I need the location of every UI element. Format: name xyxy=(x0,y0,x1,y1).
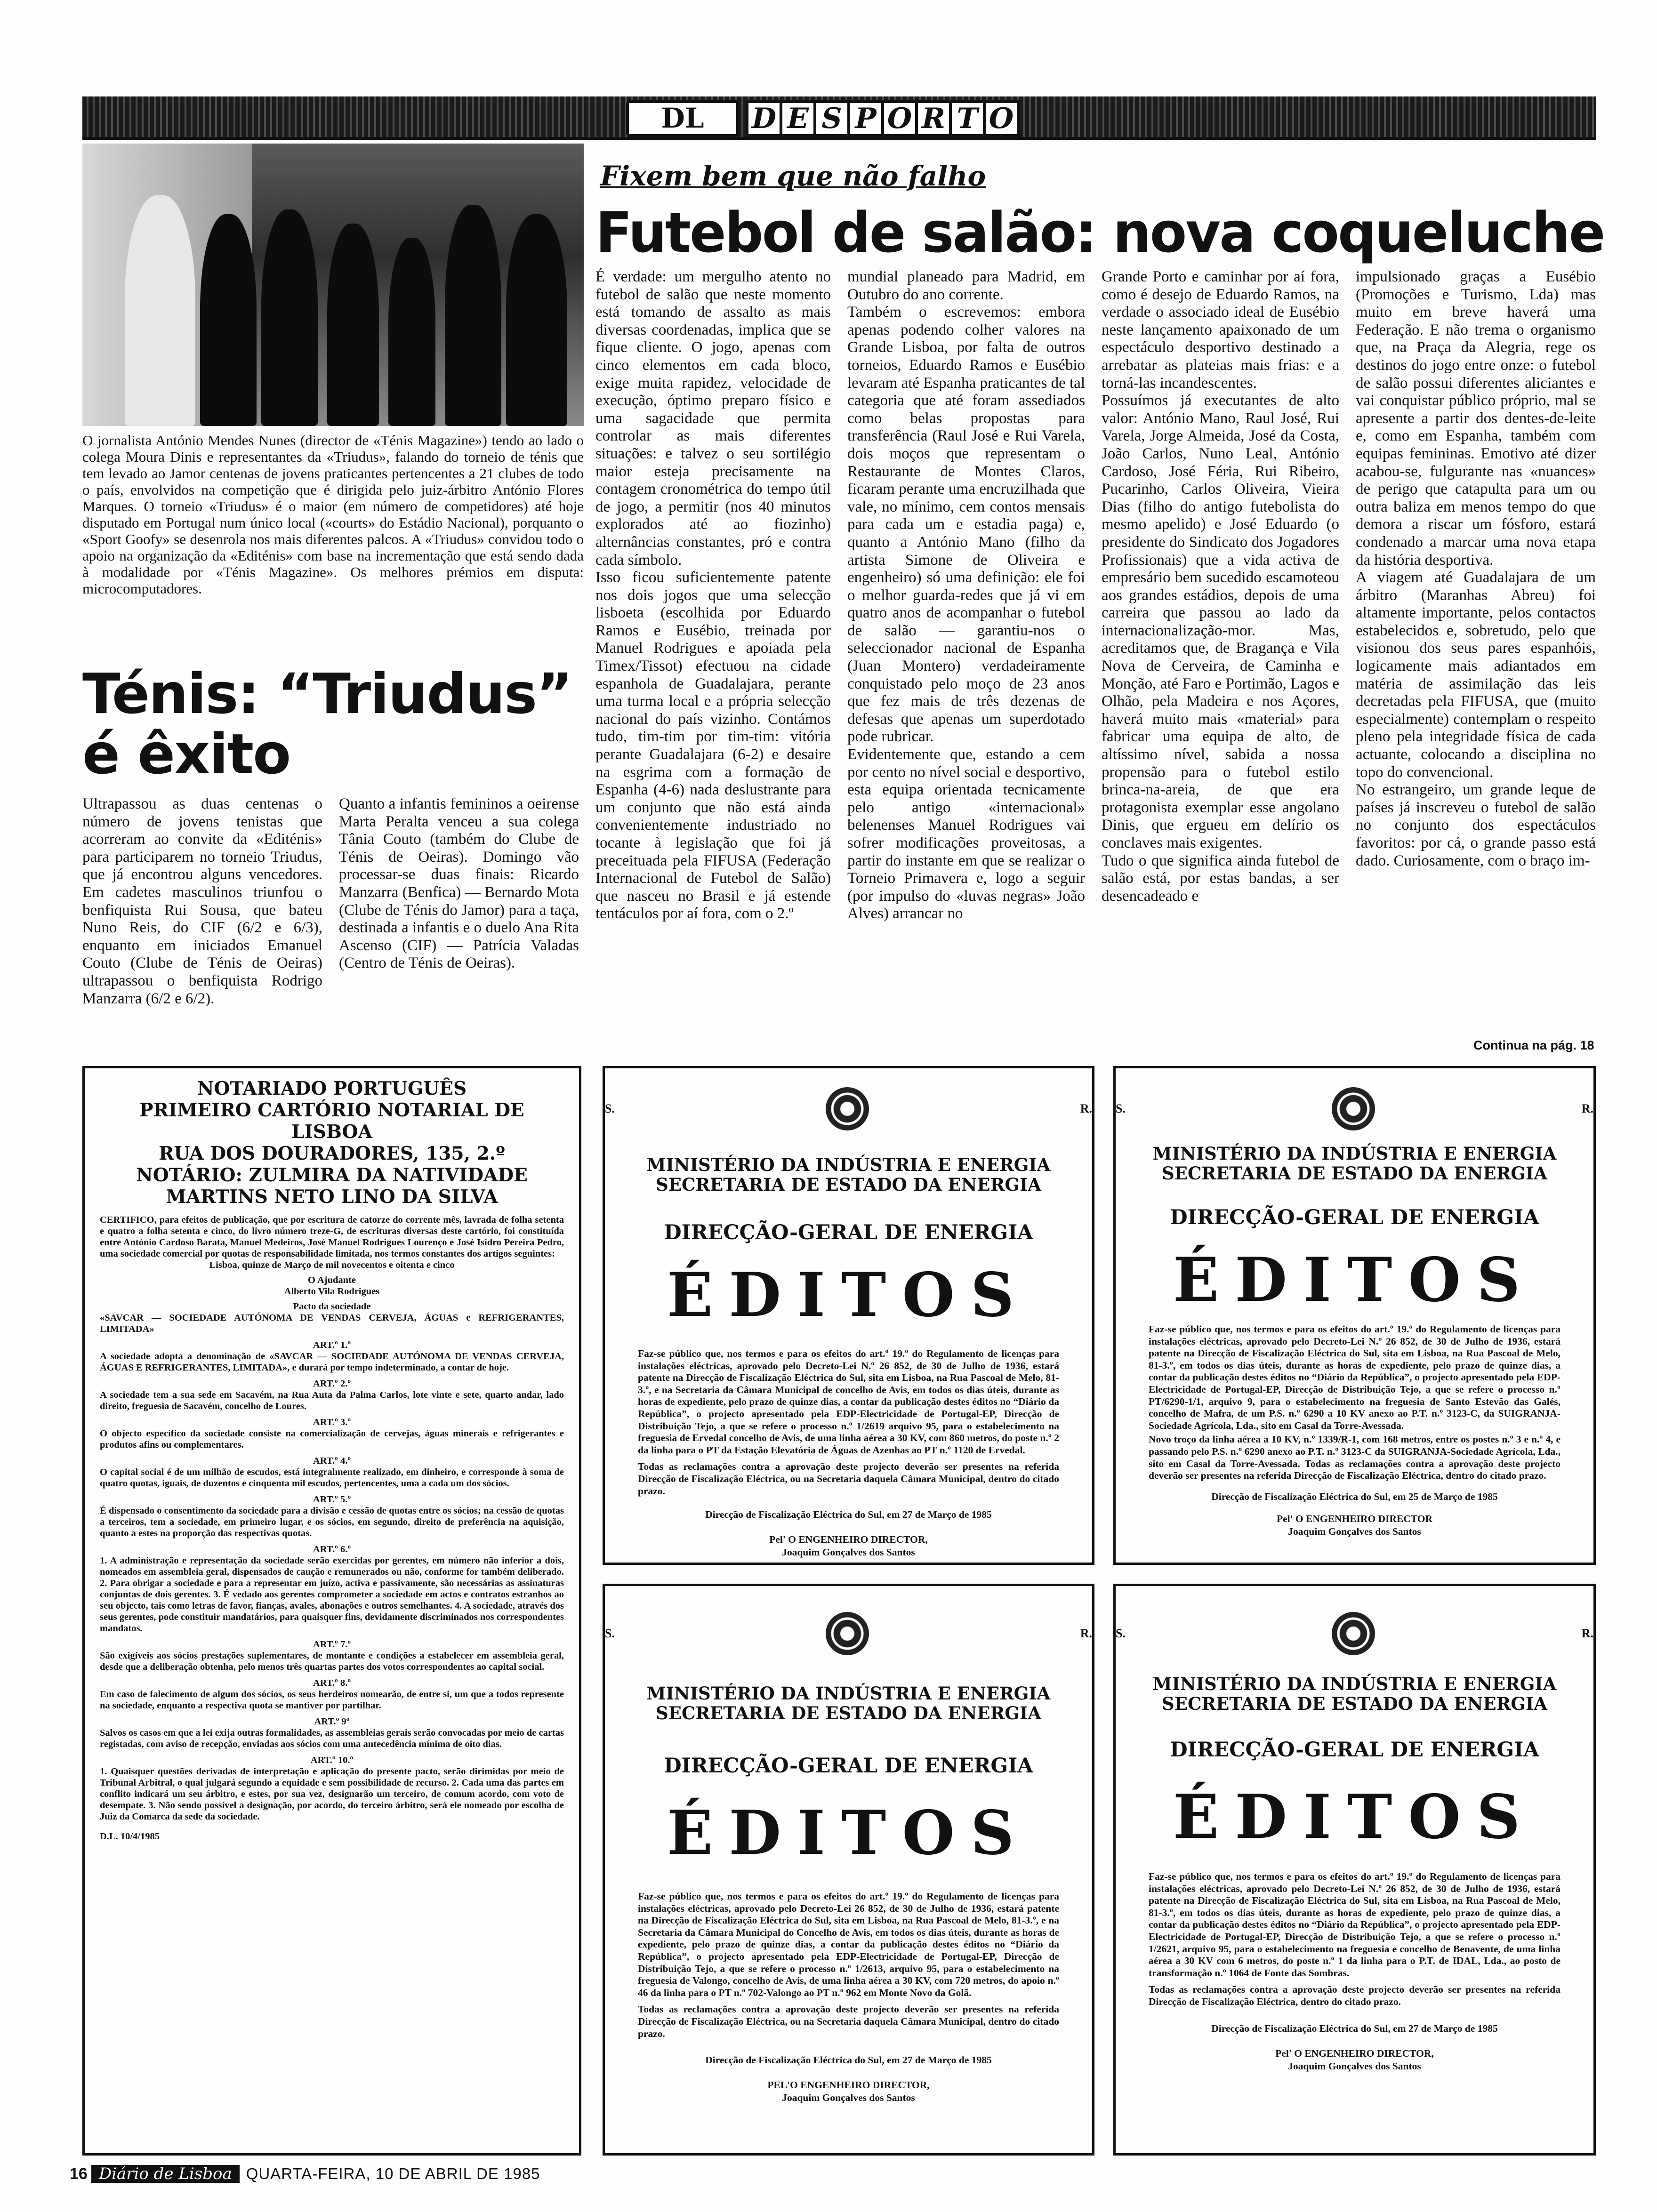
article-body: A sociedade adopta a denominação de «SAVCAR — SOCIEDADE AUTÓNOMA DE VENDAS CERVEJA, ÁGUAS E REFRIGERANTES, LIMITADA», e durará por tempo indeterminado, a contar de hoje. xyxy=(100,1351,564,1373)
secretaria-name: SECRETARIA DE ESTADO DA ENERGIA xyxy=(1162,1693,1547,1714)
directorate-name: DIRECÇÃO-GERAL DE ENERGIA xyxy=(664,1754,1033,1778)
futebol-headline: Futebol de salão: nova coqueluche xyxy=(595,200,1604,265)
futebol-kicker: Fixem bem que não falho xyxy=(600,160,986,192)
secretaria-name: SECRETARIA DE ESTADO DA ENERGIA xyxy=(656,1703,1041,1723)
futebol-column-2: mundial planeado para Madrid, em Outubro do ano corrente. Também o escrevemos: embora apenas podendo colher valores na Grande Lisboa, por falta de outros torneios, Eduardo Ramos e Eusébio levaram até Espanha praticantes de tal categoria que até foram assediados como belas propostas para transferência (Raul José e Rui Varela, dois moços que representam o Restaurante de Montes Claros, ficaram perante uma encruzilhada que vale, no mínimo, cem contos mensais para cada um e estadia paga) e, quanto a António Mano (filho da artista Simone de Oliveira e engenheiro) só uma definição: ele foi o melhor guarda-redes que já vi em quatro anos de acompanhar o futebol de salão — garantiu-nos o seleccionador nacional de Espanha (Juan Montero) verdadeiramente conquistado pelo moço de 23 anos que fez mais de três dezenas de defesas que apenas um superdotado pode rubricar. Evidentemente que, estando a cem por cento no nível social e desportivo, esta equipa orientada tecnicamente pelo antigo «internacional» belenenses Manuel Rodrigues vai sofrer modificações proveitosas, a partir do instante em que se realizar o Torneio Primavera e, logo a seguir (por impulso do «luvas negras» João Alves) arrancar no xyxy=(847,268,1085,922)
notary-pacto-name: «SAVCAR — SOCIEDADE AUTÓNOMA DE VENDAS CERVEJA, ÁGUAS e REFRIGERANTES, LIMITADA» xyxy=(100,1313,564,1334)
notary-signature-title: O Ajudante xyxy=(308,1275,356,1285)
article-title: ART.º 6.º xyxy=(313,1544,351,1555)
article-body: 1. A administração e representação da sociedade serão exercidas por gerentes, em número não inferior a dois, nomeados em assembleia geral, dispensados de caução e remunerados ou não, conforme for também deliberado. 2. Para obrigar a sociedade e para a representar em juízo, activa e passivamente, são necessárias as assinaturas conjuntas de dois gerentes. 3. É vedado aos gerentes comprometer a sociedade em actos e contratos estranhos ao seu objecto, tais como letras de favor, fianças, avales, abonações e outros semelhantes. 4. A sociedade, através dos seus gerentes, pode constituir mandatários, para quaisquer fins, devidamente discriminados nos correspondentes mandatos. xyxy=(100,1555,564,1634)
editos-text: Faz-se público que, nos termos e para os efeitos do art.º 19.º do Regulamento de licenças para instalações eléctricas, aprovado pelo Decreto-Lei N.º 26 852, de 30 de Julho de 1936, estará patente na Direcção de Fiscalização Eléctrica do Sul, sita em Lisboa, na Rua Pascoal de Melo, 81-3.º, em todos os dias úteis, durante as horas de expediente, pelo prazo de quinze dias, a contar da publicação destes éditos no “Diário da República”, o projecto apresentado pela EDP-Electricidade de Portugal-EP, Direcção de Distribuição Tejo, a que se refere o processo n.º PT/6290-1/1, arquivo 9, para o estabelecimento na freguesia de Santo Estevão das Galés, concelho de Mafra, de um P.S. n.º 6290 a 10 KV anexo ao P.T. n.º 3123-C, da SUIGRANJA-Sociedade Agrícola, Lda., sito em Casal da Torre-Avessada. xyxy=(1149,1323,1560,1431)
notary-header-line: PRIMEIRO CARTÓRIO NOTARIAL DE LISBOA xyxy=(139,1099,524,1143)
editos-text-2: Novo troço da linha aérea a 10 KV, n.º 1339/R-1, com 168 metros, entre os postes n.º 3 e n.º 4, e passando pelo P.S. n.º 6290 anexo ao P.T. n.º 3123-C da SUIGRANJA-Sociedade Agrícola, Lda., sito em Casal da Torre-Avessada. Todas as reclamações contra a aprovação deste projecto deverão ser presentes na referida Direcção de Fiscalização Eléctrica, dentro do citado prazo. xyxy=(1149,1434,1560,1482)
futebol-column-4: impulsionado graças a Eusébio (Promoções e Turismo, Lda) mas muito em breve haverá uma Federação. E não trema o organismo que, na Praça da Alegria, rege os destinos do jogo entre onze: o futebol de salão possui diferentes aliciantes e vai conquistar público próprio, mal se apresente a partir dos dentes-de-leite e, como em Espanha, também com equipas femininas. Emotivo até dizer acabou-se, fulgurante nas «nuances» de perigo que catapulta para um ou outra baliza em menos tempo do que demora a riscar um fósforo, estará condenado a marcar uma nova etapa da história desportiva. A viagem até Guadalajara de um árbitro (Maranhas Abreu) foi altamente importante, pelos contactos estabelecidos e, sobretudo, pelo que visionou dos seus pares espanhóis, logicamente mais adiantados em matéria de assimilação das leis decretadas pela FIFUSA, que (muito especialmente) contemplam o respeito pleno pela integridade física de cada actuante, colocando a disciplina no topo do convencional. No estrangeiro, um grande leque de países já inscreveu o futebol de salão no conjunto dos espectáculos favoritos: por cá, o grande passo está dado. Curiosamente, com o braço im- xyxy=(1356,268,1596,869)
section-letter: O xyxy=(881,100,918,137)
editos-text-2: Todas as reclamações contra a aprovação deste projecto deverão ser presentes na referida Direcção de Fiscalização Eléctrica, dentro do citado prazo. xyxy=(1149,1984,1560,2007)
notary-pacto-title: Pacto da sociedade xyxy=(293,1301,371,1312)
editos-signature-title: Pel' O ENGENHEIRO DIRECTOR xyxy=(1276,1513,1433,1524)
editos-text: Faz-se público que, nos termos e para os efeitos do art.º 19.º do Regulamento de licenças para instalações eléctricas, aprovado pelo Decreto-Lei N.º 26 852, de 30 de Julho de 1936, estará patente na Direcção de Fiscalização Eléctrica do Sul, sita em Lisboa, na Rua Pascoal de Melo, 81-3.º, em todos os dias úteis, durante as horas de expediente, pelo prazo de quinze dias, a contar da publicação destes éditos no “Diário da República”, o projecto apresentado pela EDP-Electricidade de Portugal-EP, Direcção de Distribuição Tejo, a que se refere o processo n.º 1/2621, arquivo 95, para o estabelecimento na freguesia e concelho de Benavente, de uma linha aérea a 30 KV com 6 metros, do poste n.º 1 da linha para o P.T. de IDAL, Lda., ao posto de transformação n.º 1064 de Fonte das Sombras. xyxy=(1149,1871,1560,1979)
tenis-column-2: Quanto a infantis femininos a oeirense Marta Peralta venceu a sua colega Tânia Couto (também do Clube de Ténis de Oeiras). Domingo vão processar-se duas finais: Ricardo Manzarra (Benfica) — Bernardo Mota (Clube de Ténis do Jamor) para a taça, destinada a infantis e o duelo Ana Rita Ascenso (CIF) — Patrícia Valadas (Centro de Ténis de Oeiras). xyxy=(339,795,579,972)
section-letter: O xyxy=(983,100,1020,137)
editos-title: ÉDITOS xyxy=(667,1798,1030,1868)
article-body: Em caso de falecimento de algum dos sócios, os seus herdeiros nomearão, de entre si, um que a todos represente na sociedade, enquanto a respectiva quota se mantiver por partilhar. xyxy=(100,1689,564,1711)
editos-title: ÉDITOS xyxy=(1173,1782,1536,1852)
stamp-r: R. xyxy=(1080,1627,1092,1640)
article-body: 1. Quaisquer questões derivadas de interpretação e aplicação do presente pacto, serão dirimidas por meio de Tribunal Arbitral, o qual julgará segundo a equidade e sem possibilidade de recurso. 2. Cada uma das partes em conflito indicará um seu árbitro, e estes, por sua vez, designarão um terceiro, de comum acordo, com voto de desempate. 3. Não sendo possível a designação, por acordo, do terceiro árbitro, será ele nomeado por escolha de Juiz da Comarca da sede da sociedade. xyxy=(100,1766,564,1822)
directorate-name: DIRECÇÃO-GERAL DE ENERGIA xyxy=(664,1221,1033,1244)
article-title: ART.º 7.º xyxy=(313,1639,351,1650)
newspaper-name: Diário de Lisboa xyxy=(91,2165,240,2183)
coat-of-arms-icon xyxy=(1332,1087,1375,1130)
section-letter: P xyxy=(847,100,884,137)
news-photo xyxy=(82,144,584,426)
editos-text-2: Todas as reclamações contra a aprovação deste projecto deverão ser presentes na referida Direcção de Fiscalização Eléctrica, ou na Secretaria daquela Câmara Municipal, dentro do citado prazo. xyxy=(638,2004,1059,2039)
section-letter: D xyxy=(746,100,782,137)
futebol-column-3: Grande Porto e caminhar por aí fora, como é desejo de Eduardo Ramos, na verdade o associado ideal de Eusébio neste lançamento apaixonado de um espectáculo desportivo destinado a arrebatar as plateias mais frias: e a torná-las incandescentes. Possuímos já executantes de alto valor: António Mano, Raul José, Rui Varela, Jorge Almeida, José da Costa, João Carlos, Nuno Leal, António Cardoso, José Féria, Rui Ribeiro, Pucarinho, Carlos Oliveira, Vieira Dias (filho do antigo futebolista do mesmo apelido) e José Eduardo (o presidente do Sindicato dos Jogadores Profissionais) que a vida activa de empresário bem sucedido escamoteou aos grandes estádios, depois de uma carreira que passou ao lado da internacionalização-mor. Mas, acreditamos que, de Bragança e Vila Nova de Cerveira, de Caminha e Monção, até Faro e Portimão, Lagos e Olhão, pela Madeira e nos Açores, haverá muito mais «material» para fabricar uma equipa de alto, de altíssimo nível, sabida a nossa propensão para o futebol estilo brinca-na-areia, de que era protagonista exemplar esse angolano Dinis, que ergueu em delírio os conclaves mais exigentes. Tudo o que significa ainda futebol de salão está, por estas bandas, a ser desencadeado e xyxy=(1102,268,1339,905)
stamp-r: R. xyxy=(1581,1102,1593,1115)
notary-header-line: NOTARIADO PORTUGUÊS xyxy=(197,1078,467,1099)
notary-header-line: MARTINS NETO LINO DA SILVA xyxy=(166,1186,498,1208)
article-body: São exigíveis aos sócios prestações suplementares, de montante e condições a estabelecer em assembleia geral, desde que a deliberação obtenha, pelo menos três quartas partes dos votos correspondentes ao capital social. xyxy=(100,1651,564,1672)
notary-header-line: NOTÁRIO: ZULMIRA DA NATIVIDADE xyxy=(136,1164,528,1186)
editos-date: Direcção de Fiscalização Eléctrica do Sul, em 25 de Março de 1985 xyxy=(1211,1491,1498,1502)
notary-notice xyxy=(82,1066,581,2156)
directorate-name: DIRECÇÃO-GERAL DE ENERGIA xyxy=(1170,1206,1539,1229)
notary-signature-name: Alberto Vila Rodrigues xyxy=(284,1286,380,1297)
editos-signature-title: PEL'O ENGENHEIRO DIRECTOR, xyxy=(767,2079,930,2091)
notary-intro: CERTIFICO, para efeitos de publicação, que por escritura de catorze do corrente mês, lavrada de folha setenta e quatro a folha setenta e cinco, do livro número treze-G, de escrituras diversas deste cartório, foi constituída entre António Cardoso Barata, Manuel Medeiros, José Manuel Rodrigues Lourenço e José Isidro Pereira Pedro, uma sociedade comercial por quotas de responsabilidade limitada, nos termos constantes dos artigos seguintes: xyxy=(100,1215,564,1259)
editos-notice-3 xyxy=(603,1584,1094,2156)
editos-notice-4 xyxy=(1113,1584,1596,2156)
article-title: ART.º 10.º xyxy=(310,1755,354,1765)
editos-title: ÉDITOS xyxy=(1173,1245,1536,1315)
notary-header xyxy=(100,1078,564,1208)
coat-of-arms-icon xyxy=(826,1612,869,1655)
ministry-name: MINISTÉRIO DA INDÚSTRIA E ENERGIA xyxy=(1152,1674,1557,1694)
editos-text-2: Todas as reclamações contra a aprovação deste projecto deverão ser presentes na referida Direcção de Fiscalização Eléctrica, ou na Secretaria daquela Câmara Municipal, dentro do citado prazo. xyxy=(638,1461,1059,1497)
stamp-s: S. xyxy=(1116,1627,1126,1640)
article-title: ART.º 4.º xyxy=(313,1456,351,1466)
ministry-name: MINISTÉRIO DA INDÚSTRIA E ENERGIA xyxy=(1152,1143,1557,1164)
article-title: ART.º 9º xyxy=(314,1716,350,1727)
tenis-headline-line1: Ténis: “Triudus” xyxy=(82,661,572,726)
editos-date: Direcção de Fiscalização Eléctrica do Sul, em 27 de Março de 1985 xyxy=(1211,2022,1498,2034)
editos-signature-name: Joaquim Gonçalves dos Santos xyxy=(1288,1525,1421,1537)
stamp-s: S. xyxy=(605,1102,615,1115)
page-footer xyxy=(70,2164,1596,2183)
newspaper-logo: DL xyxy=(626,100,739,137)
secretaria-name: SECRETARIA DE ESTADO DA ENERGIA xyxy=(656,1174,1041,1195)
coat-of-arms-icon xyxy=(826,1087,869,1130)
editos-notice-2 xyxy=(1113,1066,1596,1565)
section-title xyxy=(748,100,1020,137)
stamp-s: S. xyxy=(1116,1102,1126,1115)
editos-text: Faz-se público que, nos termos e para os efeitos do art.º 19.º do Regulamento de licenças para instalações eléctricas, aprovado pelo Decreto-Lei 26 852, de 30 de Julho de 1936, estará patente na Direcção de Fiscalização Eléctrica do Sul, sita em Lisboa, na Rua Pascoal de Melo, 81-3.º, e na Secretaria da Câmara Municipal do Concelho de Avis, em todos os dias úteis, durante as horas de expediente, pelo prazo de quinze dias, a contar da publicação destes éditos no “Diário da República”, o projecto apresentado pela EDP-Electricidade de Portugal-EP, Direcção de Distribuição Tejo, a que se refere o processo n.º 1/2613, arquivo 95, para o estabelecimento na freguesia de Valongo, concelho de Avis, de uma linha aérea a 30 KV, com 720 metros, do apoio n.º 46 da linha para o PT n.º 702-Valongo ao PT n.º 962 em Monte Novo da Golã. xyxy=(638,1891,1059,1998)
article-body: É dispensado o consentimento da sociedade para a divisão e cessão de quotas entre os sócios; na cessão de quotas a terceiros, tem a sociedade, em primeiro lugar, e os sócios, em segundo, direito de preferência na aquisição, quanto a estes na proporção das respectivas quotas. xyxy=(100,1506,564,1539)
notary-place: Lisboa, quinze de Março de mil novecentos e oitenta e cinco xyxy=(209,1260,455,1270)
directorate-name: DIRECÇÃO-GERAL DE ENERGIA xyxy=(1170,1738,1539,1762)
page-number: 16 xyxy=(70,2164,88,2183)
tenis-headline-line2: é êxito xyxy=(82,721,290,786)
editos-notice-1 xyxy=(603,1066,1094,1565)
notary-body xyxy=(100,1214,564,1842)
editos-signature-title: Pel' O ENGENHEIRO DIRECTOR, xyxy=(1275,2047,1434,2059)
editos-date: Direcção de Fiscalização Eléctrica do Sul, em 27 de Março de 1985 xyxy=(705,2054,992,2066)
article-body: O objecto específico da sociedade consiste na comercialização de cervejas, águas minerais e refrigerantes e produtos afins ou complementares. xyxy=(100,1428,564,1450)
tenis-headline xyxy=(82,661,572,786)
ministry-name: MINISTÉRIO DA INDÚSTRIA E ENERGIA xyxy=(646,1683,1051,1704)
section-letter: T xyxy=(949,100,986,137)
editos-date: Direcção de Fiscalização Eléctrica do Sul, em 27 de Março de 1985 xyxy=(705,1509,992,1521)
article-title: ART.º 3.º xyxy=(313,1417,351,1427)
secretaria-name: SECRETARIA DE ESTADO DA ENERGIA xyxy=(1162,1163,1547,1184)
editos-title: ÉDITOS xyxy=(667,1260,1030,1330)
editos-signature-name: Joaquim Gonçalves dos Santos xyxy=(782,2092,915,2104)
futebol-column-1: É verdade: um mergulho atento no futebol de salão que neste momento está tomando de assalto as mais diversas coordenadas, implica que se fique cliente. O jogo, apenas com cinco elementos em cada bloco, exige muita rapidez, velocidade de execução, óptimo preparo físico e uma sagacidade que permita controlar as mais diferentes situações: e talvez o seu sortilégio maior esteja precisamente na contagem cronométrica do tempo útil de jogo, a permitir (nos 40 minutos explorados até ao fiozinho) alternâncias constantes, pró e contra cada símbolo. Isso ficou suficientemente patente nos dois jogos que uma selecção lisboeta (escolhida por Eduardo Ramos e Eusébio, treinada por Manuel Rodrigues e apoiada pela Timex/Tissot) efectuou na cidade espanhola de Guadalajara, perante uma turma local e a própria selecção nacional do país vizinho. Contámos tudo, tim-tim por tim-tim: vitória perante Guadalajara (6-2) e desaire na esgrima com a formação de Espanha (4-6) nada deslustrante para um conjunto que não está ainda convenientemente industriado no tocante à legislação que foi já preceituada pela FIFUSA (Federação Internacional de Futebol de Salão) que nasceu no Brasil e já estende tentáculos por aí fora, com o 2.º xyxy=(595,268,831,922)
section-letter: S xyxy=(813,100,850,137)
stamp-r: R. xyxy=(1080,1102,1092,1115)
notary-articles xyxy=(100,1339,564,1822)
section-letter: E xyxy=(780,100,816,137)
section-letter: R xyxy=(915,100,952,137)
continued-link[interactable]: Continua na pág. 18 xyxy=(1473,1038,1594,1052)
editos-signature-name: Joaquim Gonçalves dos Santos xyxy=(1288,2060,1421,2072)
editos-signature-name: Joaquim Gonçalves dos Santos xyxy=(782,1547,915,1558)
stamp-r: R. xyxy=(1581,1627,1593,1640)
photo-caption: O jornalista António Mendes Nunes (director de «Ténis Magazine») tendo ao lado o colega Moura Dinis e representantes da «Triudus», falando do torneio de ténis que tem levado ao Jamor centenas de jovens praticantes pertencentes a 21 clubes de todo o país, envolvidos na competição que é dirigida pelo juiz-árbitro António Flores Marques. O torneio «Triudus» é o maior (em número de competidores) até hoje disputado em Portugal num único local («courts» do Estádio Nacional), porquanto o «Sport Goofy» se desenrola nos mais diferentes palcos. A «Triudus» convidou todo o apoio na organização da «Editénis» com base na incrementação que está sendo dada à modalidade por «Ténis Magazine». Os melhores prémios em disputa: microcomputadores. xyxy=(82,432,584,597)
article-title: ART.º 1.º xyxy=(313,1340,351,1350)
coat-of-arms-icon xyxy=(1332,1612,1375,1655)
issue-date: QUARTA-FEIRA, 10 DE ABRIL DE 1985 xyxy=(246,2165,540,2182)
article-title: ART.º 8.º xyxy=(313,1678,351,1688)
article-title: ART.º 5.º xyxy=(313,1494,351,1505)
article-body: O capital social é de um milhão de escudos, está integralmente realizado, em dinheiro, e corresponde à soma de quatro quotas, iguais, de duzentos e cinquenta mil escudos, pertencentes, uma a cada um dos sócios. xyxy=(100,1467,564,1489)
notary-reference: D.L. 10/4/1985 xyxy=(100,1831,160,1842)
notary-header-line: RUA DOS DOURADORES, 135, 2.º xyxy=(159,1143,505,1164)
ministry-name: MINISTÉRIO DA INDÚSTRIA E ENERGIA xyxy=(646,1154,1051,1175)
article-title: ART.º 2.º xyxy=(313,1378,351,1389)
editos-text: Faz-se público que, nos termos e para os efeitos do art.º 19.º do Regulamento de licenças para instalações eléctricas, aprovado pelo Decreto-Lei N.º 26 852, de 30 de Julho de 1936, estará patente na Direcção de Fiscalização Eléctrica do Sul, sita em Lisboa, na Rua Pascoal de Melo, 81-3.º, e na Secretaria da Câmara Municipal de concelho de Avis, em todos os dias úteis, durante as horas de expediente, pelo prazo de quinze dias, a contar da publicação destes éditos no “Diário da República”, o projecto apresentado pela EDP-Electricidade de Portugal-EP, Direcção de Distribuição Tejo, a que se refere o processo n.º 1/2619 arquivo 95, para o estabelecimento na freguesia de Ervedal concelho de Avis, de uma linha aérea a 30 KV, com 860 metros, do poste n.º 2 da linha para o PT da Estação Elevatória de Águas de Azenhas ao PT n.º 1120 de Ervedal. xyxy=(638,1348,1059,1456)
article-body: Salvos os casos em que a lei exija outras formalidades, as assembleias gerais serão convocadas por meio de cartas registadas, com aviso de recepção, enviadas aos sócios com uma antecedência mínima de oito dias. xyxy=(100,1728,564,1749)
editos-signature-title: Pel' O ENGENHEIRO DIRECTOR, xyxy=(769,1534,928,1546)
article-body: A sociedade tem a sua sede em Sacavém, na Rua Auta da Palma Carlos, lote vinte e sete, quarto andar, lado direito, freguesia de Sacavém, concelho de Loures. xyxy=(100,1390,564,1411)
tenis-column-1: Ultrapassou as duas centenas o número de jovens tenistas que acorreram ao convite da «Editénis» para participarem no torneio Triudus, que já encontrou alguns vencedores. Em cadetes masculinos triunfou o benfiquista Rui Sousa, que bateu Nuno Reis, do CIF (6/2 e 6/3), enquanto em iniciados Emanuel Couto (Clube de Ténis de Oeiras) ultrapassou o benfiquista Rodrigo Manzarra (6/2 e 6/2). xyxy=(82,795,322,1007)
stamp-s: S. xyxy=(605,1627,615,1640)
